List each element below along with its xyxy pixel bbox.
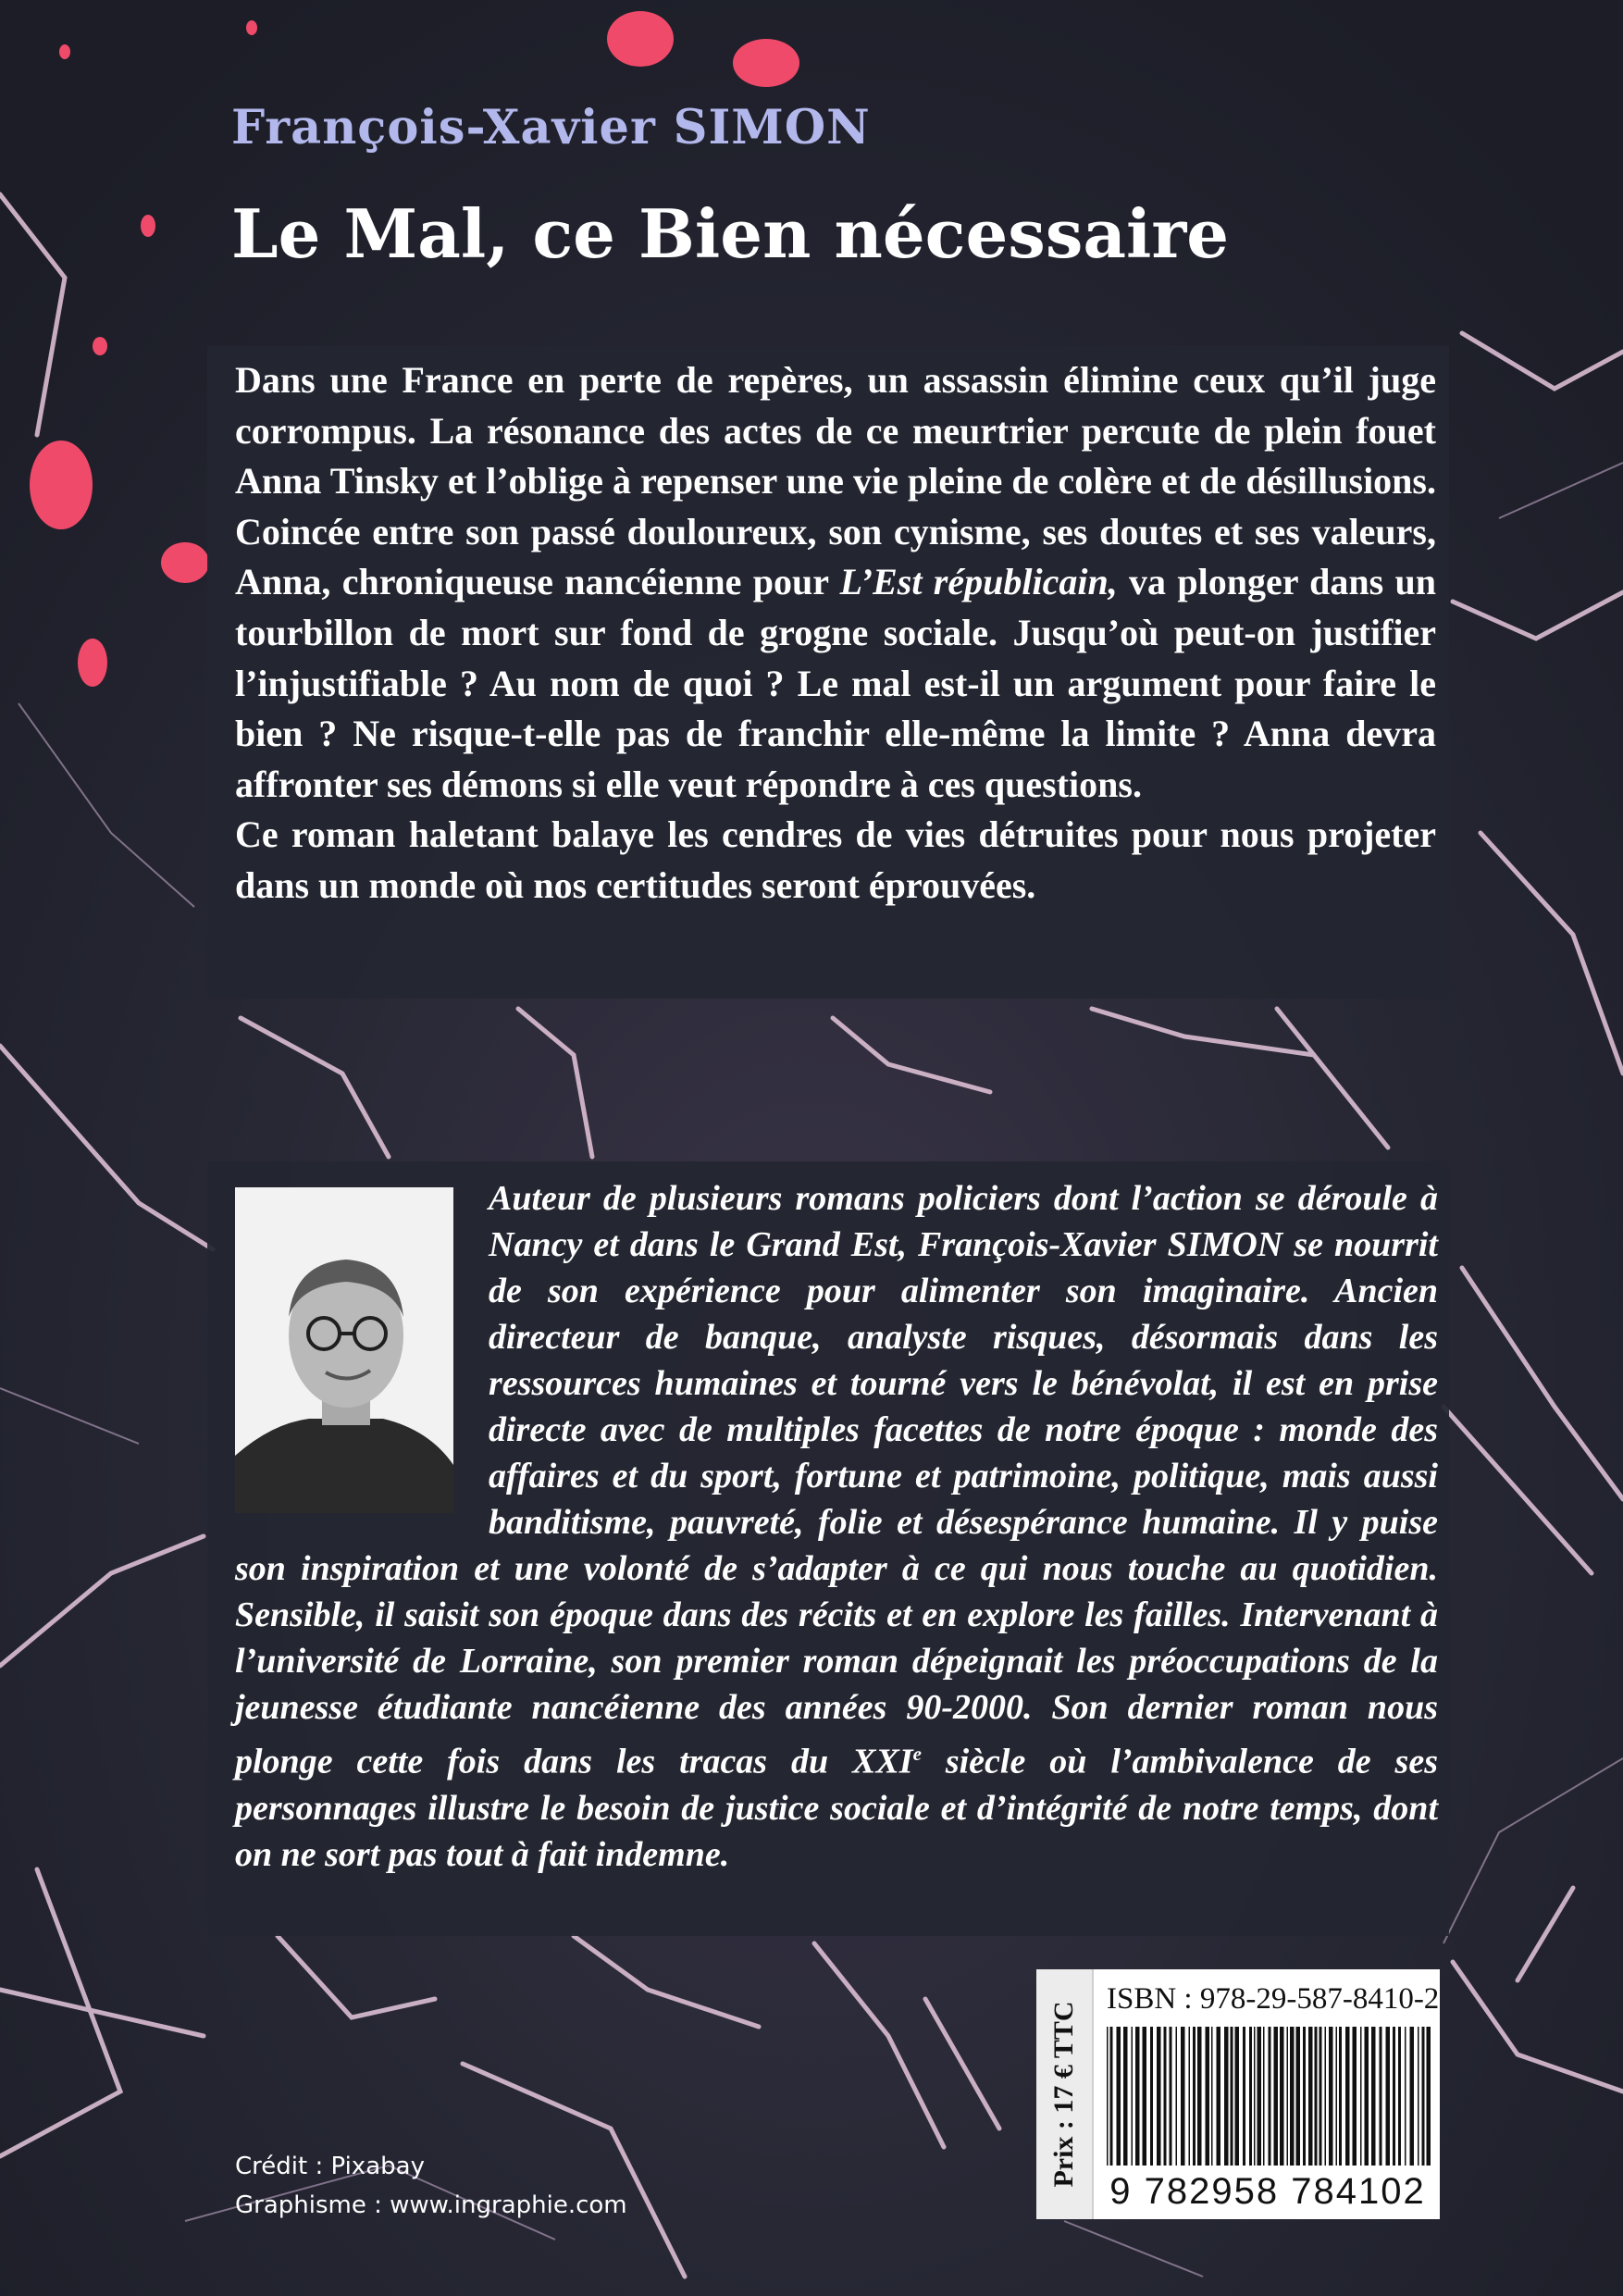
book-title: Le Mal, ce Bien nécessaire (231, 194, 1230, 273)
barcode-bar (1296, 2027, 1301, 2166)
barcode-bar (1211, 2027, 1213, 2166)
barcode-bar (1303, 2027, 1306, 2166)
barcode-bar (1336, 2027, 1338, 2166)
barcode-bar (1319, 2027, 1322, 2166)
barcode-bar (1157, 2027, 1161, 2166)
photo-spacer (235, 1175, 489, 1545)
barcode-bar (1123, 2027, 1128, 2166)
synopsis-paragraph-2: Ce roman haletant balaye les cendres de vies détruites pour nous projeter dans un monde où nos certitudes seront éprouvées. (235, 813, 1436, 906)
isbn-barcode-box (1036, 1969, 1440, 2219)
barcode-bar (1170, 2027, 1172, 2166)
barcode-bar (1405, 2027, 1406, 2166)
barcode-bar (1135, 2027, 1140, 2166)
barcode-bar (1217, 2027, 1221, 2166)
barcode-bar (1193, 2027, 1196, 2166)
barcode-bar (1380, 2027, 1382, 2166)
barcode-bar (1197, 2027, 1202, 2166)
barcode-bar (1189, 2027, 1191, 2166)
newspaper-name: L’Est républicain, (839, 561, 1118, 603)
author-name: François-Xavier SIMON (231, 100, 871, 155)
barcode-bar (1274, 2027, 1279, 2166)
barcode-bar (1325, 2027, 1327, 2166)
barcode-bar (1410, 2027, 1415, 2166)
design-credit: Graphisme : www.ingraphie.com (235, 2191, 627, 2219)
barcode-bar (1427, 2027, 1431, 2166)
credits (235, 2147, 627, 2225)
barcode-bar (1235, 2027, 1240, 2166)
barcode-bar (1243, 2027, 1245, 2166)
isbn-label: ISBN : 978-29-587-8410-2 (1107, 1982, 1440, 2016)
century-superscript: e (912, 1743, 922, 1765)
barcode-bar (1231, 2027, 1233, 2166)
barcode-bar (1371, 2027, 1376, 2166)
barcode-bar (1117, 2027, 1121, 2166)
ean-number: 9 782958 784102 (1109, 2171, 1426, 2212)
photo-credit: Crédit : Pixabay (235, 2153, 425, 2180)
barcode-bar (1418, 2027, 1419, 2166)
barcode-bar (1329, 2027, 1333, 2166)
barcode-bar (1290, 2027, 1295, 2166)
barcode-bar (1263, 2027, 1265, 2166)
barcode-bar (1107, 2027, 1109, 2166)
barcode-bar (1339, 2027, 1342, 2166)
price-label: Prix : 17 € TTC (1048, 2001, 1079, 2188)
barcode-bar (1386, 2027, 1391, 2166)
barcode-bar (1132, 2027, 1134, 2166)
barcode-bar (1393, 2027, 1395, 2166)
synopsis-paragraph-1 (235, 355, 1436, 810)
barcode-bar (1269, 2027, 1271, 2166)
barcode-bar (1280, 2027, 1284, 2166)
bio-text-end: siècle où l’ambivalence de ses personnages illustre le besoin de justice sociale et d’intégrité de notre temps, dont on ne sort pas tout à fait indemne. (235, 1742, 1438, 1874)
barcode-bar (1308, 2027, 1313, 2166)
author-bio (235, 1175, 1438, 1878)
barcode-bar (1206, 2027, 1210, 2166)
barcode-bar (1164, 2027, 1167, 2166)
barcode-bar (1360, 2027, 1362, 2166)
barcode-bar (1365, 2027, 1369, 2166)
barcode-bar (1249, 2027, 1252, 2166)
barcode-bar (1345, 2027, 1350, 2166)
barcode-bar (1143, 2027, 1147, 2166)
barcode-bar (1254, 2027, 1256, 2166)
synopsis-text-start: Dans une France en perte de repères, un assassin élimine ceux qu’il juge corrompus. La résonance des actes de ce meurtrier percute de plein fouet Anna Tinsky et l’oblige à repenser une vie pleine de colère et de désillusions. Coincée entre son passé douloureux, son cynisme, ses doutes et ses valeurs, Anna, chroniqueuse nancéienne pour (235, 359, 1436, 603)
barcode-bar (1287, 2027, 1289, 2166)
barcode-bar (1353, 2027, 1357, 2166)
barcode-bar (1150, 2027, 1153, 2166)
bio-text-start: Auteur de plusieurs romans policiers dont l’action se déroule à Nancy et dans le Grand Est, François-Xavier SIMON se nourrit de son expérience pour alimenter son imaginaire. Ancien directeur de banque, analyste risques, désormais dans les ressources humaines et tourné vers le bénévolat, il est en prise directe avec de multiples facettes de notre époque : monde des affaires et du sport, fortune et patrimoine, politique, mais aussi banditisme, pauvreté, folie et désespérance humaine. Il y puise son inspiration et une volonté de s’adapter à ce qui nous touche au quotidien. Sensible, il saisit son époque dans des récits et en explore les failles. Intervenant à l’université de Lorraine, son premier roman dépeignait les préoccupations de la jeunesse étudiante nancéienne des années 90-2000. Son dernier roman nous plonge cette fois dans les tracas du XXI (235, 1179, 1438, 1781)
barcode (1103, 2027, 1432, 2166)
barcode-bar (1110, 2027, 1113, 2166)
barcode-bar (1176, 2027, 1178, 2166)
barcode-bar (1398, 2027, 1401, 2166)
barcode-bar (1224, 2027, 1229, 2166)
synopsis-text-end: va plonger dans un tourbillon de mort sur fond de grogne sociale. Jusqu’où peut-on justifier l’injustifiable ? Au nom de quoi ? Le mal est-il un argument pour faire le bien ? Ne risque-t-elle pas de franchir elle-même la limite ? Anna devra affronter ses démons si elle veut répondre à ces questions. (235, 561, 1437, 805)
price-strip (1036, 1969, 1094, 2219)
synopsis (235, 355, 1436, 912)
barcode-bar (1258, 2027, 1262, 2166)
barcode-bar (1422, 2027, 1425, 2166)
barcode-bar (1315, 2027, 1318, 2166)
barcode-bar (1181, 2027, 1185, 2166)
